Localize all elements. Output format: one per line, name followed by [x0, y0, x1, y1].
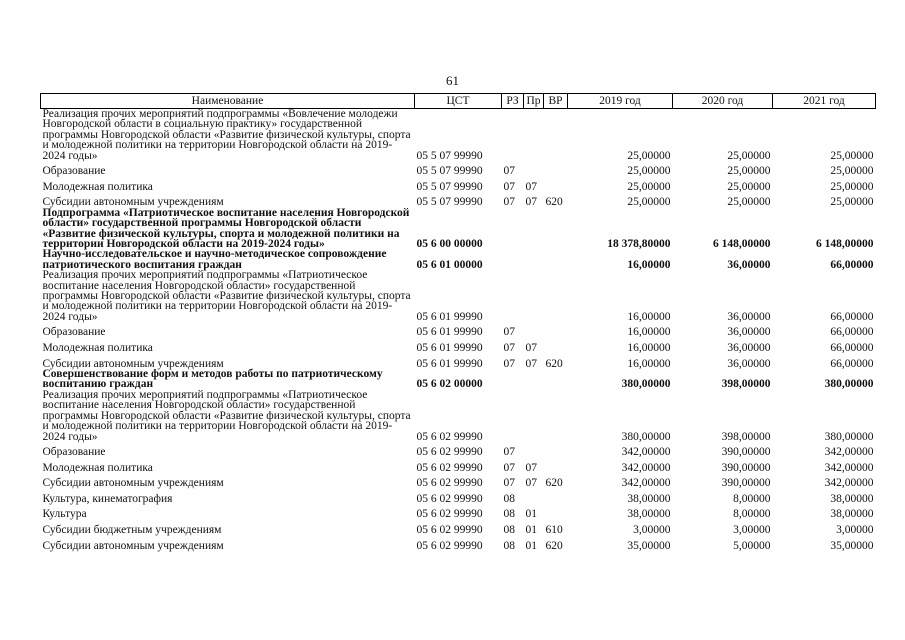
- row-2020: 390,00000: [721, 477, 771, 490]
- row-name: Образование: [42, 165, 106, 178]
- row-vr: [544, 442, 568, 458]
- row-2021: 342,00000: [824, 446, 874, 459]
- row-2021: 380,00000: [824, 378, 874, 391]
- row-2021: 342,00000: [824, 461, 874, 474]
- row-2019: 16,00000: [627, 258, 671, 271]
- row-rz: 08: [503, 508, 515, 521]
- row-cst: 05 6 02 99990: [416, 508, 483, 521]
- row-2019: 38,00000: [627, 508, 671, 521]
- row-2021: 342,00000: [824, 477, 874, 490]
- row-2020: 398,00000: [721, 430, 771, 443]
- row-cst: 05 6 02 99990: [416, 524, 483, 537]
- row-rz: 07: [503, 446, 515, 459]
- row-pr: [524, 249, 544, 270]
- row-name: Реализация прочих мероприятий подпрограммы «Вовлечение молодежи Новгородской области в социальную практику» государственной программы Новгородской области «Развитие физической культуры, спорта и молодежной политики на территории Новгородской области на 2019-2024 годы»: [42, 108, 411, 162]
- row-2021: 25,00000: [830, 165, 874, 178]
- row-name: Культура, кинематография: [42, 492, 173, 505]
- row-pr: [524, 369, 544, 390]
- row-name: Субсидии автономным учреждениям: [42, 357, 224, 370]
- row-cst: 05 6 00 00000: [416, 238, 483, 251]
- row-pr: [524, 442, 544, 458]
- row-cst: 05 6 02 99990: [416, 446, 483, 459]
- header-2019: 2019 год: [568, 94, 673, 109]
- row-cst: 05 6 01 00000: [416, 258, 483, 271]
- row-2021: 66,00000: [830, 310, 874, 323]
- row-vr: [544, 338, 568, 354]
- row-2021: 66,00000: [830, 357, 874, 370]
- row-2019: 342,00000: [621, 446, 671, 459]
- row-cst: 05 6 01 99990: [416, 357, 483, 370]
- row-2019: 16,00000: [627, 357, 671, 370]
- table-row: [41, 369, 876, 390]
- table-row: [41, 504, 876, 520]
- row-pr: [524, 270, 544, 322]
- row-pr: 01: [525, 524, 537, 537]
- table-row: [41, 489, 876, 505]
- header-name: Наименование: [41, 94, 415, 109]
- table-row: [41, 177, 876, 193]
- table-row: [41, 442, 876, 458]
- row-2020: 25,00000: [727, 149, 771, 162]
- row-2021: 25,00000: [830, 196, 874, 209]
- row-rz: [502, 249, 524, 270]
- row-pr: 01: [525, 508, 537, 521]
- row-name: Субсидии автономным учреждениям: [42, 477, 224, 490]
- header-2020: 2020 год: [673, 94, 773, 109]
- row-vr: 620: [545, 196, 563, 209]
- table-row: [41, 109, 876, 162]
- row-name: Образование: [42, 326, 106, 339]
- row-name: Субсидии автономным учреждениям: [42, 539, 224, 552]
- row-rz: 08: [503, 492, 515, 505]
- row-cst: 05 6 02 99990: [416, 477, 483, 490]
- row-vr: [544, 270, 568, 322]
- row-2021: 66,00000: [830, 258, 874, 271]
- row-name: Подпрограмма «Патриотическое воспитание населения Новгородской области» государственной программы Новгородской области «Развитие физической культуры, спорта и молодежной политики на территории Новгородской области на 2019-2024 годы»: [42, 206, 410, 251]
- row-2019: 25,00000: [627, 149, 671, 162]
- row-name: Субсидии автономным учреждениям: [42, 196, 224, 209]
- table-row: [41, 520, 876, 536]
- row-vr: [544, 177, 568, 193]
- row-rz: 07: [503, 196, 515, 209]
- table-row: [41, 390, 876, 442]
- header-rz: РЗ: [502, 94, 524, 109]
- row-2019: 35,00000: [627, 539, 671, 552]
- row-vr: 620: [545, 357, 563, 370]
- row-2020: 390,00000: [721, 461, 771, 474]
- row-pr: [524, 489, 544, 505]
- row-2021: 38,00000: [830, 492, 874, 505]
- row-rz: 08: [503, 524, 515, 537]
- row-vr: [544, 489, 568, 505]
- row-cst: 05 6 02 99990: [416, 430, 483, 443]
- row-cst: 05 5 07 99990: [416, 149, 483, 162]
- row-vr: [544, 390, 568, 442]
- row-rz: 07: [503, 342, 515, 355]
- row-vr: [544, 322, 568, 338]
- row-cst: 05 6 02 99990: [416, 461, 483, 474]
- row-2019: 25,00000: [627, 165, 671, 178]
- row-2020: 36,00000: [727, 258, 771, 271]
- row-cst: 05 6 01 99990: [416, 342, 483, 355]
- row-2021: 3,00000: [836, 524, 874, 537]
- row-rz: 07: [503, 165, 515, 178]
- table-body: [41, 109, 876, 552]
- row-cst: 05 6 01 99990: [416, 326, 483, 339]
- row-pr: 07: [525, 477, 537, 490]
- row-2021: 25,00000: [830, 180, 874, 193]
- table-row: [41, 353, 876, 369]
- row-vr: 620: [545, 477, 563, 490]
- row-2020: 36,00000: [727, 310, 771, 323]
- row-vr: [544, 504, 568, 520]
- row-2020: 25,00000: [727, 165, 771, 178]
- row-pr: [524, 322, 544, 338]
- table-row: [41, 192, 876, 208]
- table-row: [41, 322, 876, 338]
- row-cst: 05 5 07 99990: [416, 196, 483, 209]
- header-cst: ЦСТ: [415, 94, 502, 109]
- row-name: Реализация прочих мероприятий подпрограммы «Патриотическое воспитание населения Новгородской области» государственной программы Новгородской области «Развитие физической культуры, спорта и молодежной политики на территории Новгородской области на 2019-2024 годы»: [42, 388, 411, 443]
- row-pr: 07: [525, 342, 537, 355]
- row-pr: [524, 390, 544, 442]
- row-rz: 07: [503, 477, 515, 490]
- row-pr: 01: [525, 539, 537, 552]
- row-rz: [502, 390, 524, 442]
- header-vr: ВР: [544, 94, 568, 109]
- row-cst: 05 5 07 99990: [416, 165, 483, 178]
- row-2020: 8,00000: [733, 492, 771, 505]
- row-2021: 380,00000: [824, 430, 874, 443]
- header-2021: 2021 год: [773, 94, 876, 109]
- row-cst: 05 6 02 99990: [416, 539, 483, 552]
- row-cst: 05 5 07 99990: [416, 180, 483, 193]
- row-vr: [544, 369, 568, 390]
- row-2021: 6 148,00000: [816, 238, 874, 251]
- row-2019: 16,00000: [627, 342, 671, 355]
- row-rz: 07: [503, 180, 515, 193]
- row-rz: [502, 270, 524, 322]
- table-row: [41, 161, 876, 177]
- row-pr: 07: [525, 196, 537, 209]
- row-rz: 08: [503, 539, 515, 552]
- row-2019: 342,00000: [621, 477, 671, 490]
- row-rz: 07: [503, 357, 515, 370]
- row-2019: 25,00000: [627, 180, 671, 193]
- table-header-row: [41, 94, 876, 109]
- budget-table: [40, 93, 876, 551]
- row-2020: 36,00000: [727, 326, 771, 339]
- row-2020: 36,00000: [727, 342, 771, 355]
- row-2020: 390,00000: [721, 446, 771, 459]
- row-pr: 07: [525, 357, 537, 370]
- row-name: Реализация прочих мероприятий подпрограммы «Патриотическое воспитание населения Новгородской области» государственной программы Новгородской области «Развитие физической культуры, спорта и молодежной политики на территории Новгородской области на 2019-2024 годы»: [42, 269, 411, 323]
- row-rz: 07: [503, 461, 515, 474]
- header-pr: Пр: [524, 94, 544, 109]
- table-row: [41, 208, 876, 250]
- row-2019: 380,00000: [621, 430, 671, 443]
- page-number: 61: [446, 73, 459, 88]
- row-name: Молодежная политика: [42, 180, 153, 193]
- row-name: Субсидии бюджетным учреждениям: [42, 524, 222, 537]
- table-row: [41, 535, 876, 551]
- row-vr: 620: [545, 539, 563, 552]
- row-pr: 07: [525, 180, 537, 193]
- table-row: [41, 458, 876, 474]
- row-2019: 16,00000: [627, 310, 671, 323]
- row-2020: 6 148,00000: [713, 238, 771, 251]
- table-row: [41, 473, 876, 489]
- row-2019: 18 378,80000: [607, 238, 671, 251]
- row-rz: [502, 109, 524, 162]
- row-vr: [544, 161, 568, 177]
- row-pr: [524, 161, 544, 177]
- row-2020: 5,00000: [733, 539, 771, 552]
- row-vr: [544, 208, 568, 250]
- row-cst: 05 6 02 99990: [416, 492, 483, 505]
- row-2019: 342,00000: [621, 461, 671, 474]
- row-2020: 25,00000: [727, 180, 771, 193]
- row-2021: 35,00000: [830, 539, 874, 552]
- row-2020: 3,00000: [733, 524, 771, 537]
- row-2020: 8,00000: [733, 508, 771, 521]
- row-2019: 16,00000: [627, 326, 671, 339]
- row-2020: 25,00000: [727, 196, 771, 209]
- table-row: [41, 338, 876, 354]
- row-2020: 36,00000: [727, 357, 771, 370]
- row-vr: [544, 249, 568, 270]
- row-2019: 25,00000: [627, 196, 671, 209]
- row-name: Молодежная политика: [42, 461, 153, 474]
- row-rz: [502, 208, 524, 250]
- table-row: [41, 249, 876, 270]
- row-vr: [544, 109, 568, 162]
- row-pr: [524, 109, 544, 162]
- row-name: Научно-исследовательское и научно-методическое сопровождение патриотического воспитания граждан: [42, 248, 387, 271]
- row-2021: 38,00000: [830, 508, 874, 521]
- row-2020: 398,00000: [721, 378, 771, 391]
- row-name: Совершенствование форм и методов работы по патриотическому воспитанию граждан: [42, 368, 383, 391]
- row-pr: 07: [525, 461, 537, 474]
- row-vr: [544, 458, 568, 474]
- row-name: Молодежная политика: [42, 342, 153, 355]
- row-2019: 3,00000: [633, 524, 671, 537]
- row-pr: [524, 208, 544, 250]
- row-rz: 07: [503, 326, 515, 339]
- row-2021: 66,00000: [830, 326, 874, 339]
- row-name: Культура: [42, 508, 87, 521]
- row-2019: 38,00000: [627, 492, 671, 505]
- row-2019: 380,00000: [621, 378, 671, 391]
- row-cst: 05 6 02 00000: [416, 378, 483, 391]
- row-rz: [502, 369, 524, 390]
- row-name: Образование: [42, 446, 106, 459]
- row-cst: 05 6 01 99990: [416, 310, 483, 323]
- row-2021: 66,00000: [830, 342, 874, 355]
- table-row: [41, 270, 876, 322]
- row-2021: 25,00000: [830, 149, 874, 162]
- row-vr: 610: [545, 524, 563, 537]
